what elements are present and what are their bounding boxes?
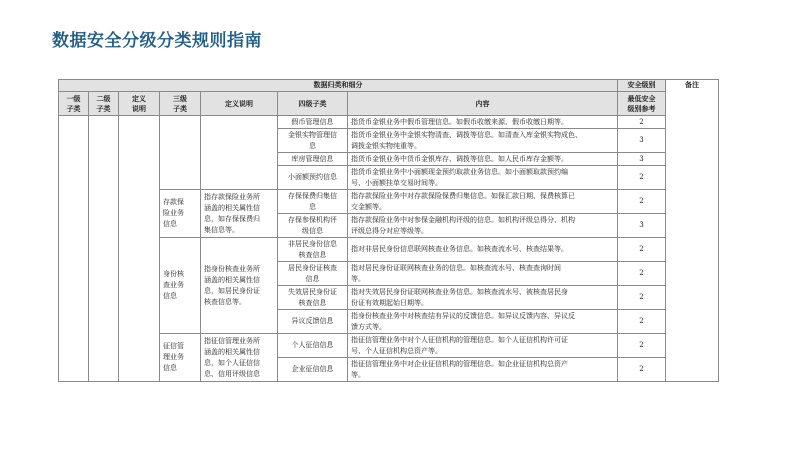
level-cell: 2	[618, 358, 666, 382]
level-cell: 2	[618, 116, 666, 129]
col-level1: 一级 子类	[59, 92, 89, 116]
cell-level2	[89, 116, 119, 382]
page-title: 数据安全分级分类规则指南	[52, 31, 262, 51]
content-cell: 指存款保险业务中对存款保险保费归集信息。如保汇款日期、保费核算已 交金额等。	[348, 190, 618, 214]
level-cell: 3	[618, 129, 666, 153]
header-remark: 备注	[666, 80, 719, 382]
cell-level1	[59, 116, 89, 382]
subclass-cell: 企业征信信息	[278, 358, 348, 382]
level-cell: 2	[618, 166, 666, 190]
group-name: 存款保 险业务 信息	[160, 190, 201, 238]
group-definition: 指身份核查业务所 涵盖的相关属性信 息，如居民身份证 核查信息等。	[201, 238, 278, 334]
level-cell: 2	[618, 262, 666, 286]
subclass-cell: 异议反馈信息	[278, 310, 348, 334]
cell-definition	[119, 116, 160, 382]
group-definition: 指征信管理业务所 涵盖的相关属性信 息，如个人征信信 息、信用评级信息	[201, 334, 278, 382]
subclass-cell: 失效居民身份证 核查信息	[278, 286, 348, 310]
table-column-header-row	[59, 92, 719, 116]
data-classification-table	[58, 79, 719, 382]
content-cell: 指货币金银业务中假币管理信息。如假币收缴来源、假币收缴日期等。	[348, 116, 618, 129]
content-cell: 指存款保险业务中对参保金融机构评级的信息。如机构评级总得分、机构 评级总得分对应等级等。	[348, 214, 618, 238]
content-cell: 指征信管理业务中对企业征信机构的管理信息。如企业征信机构总资产 等。	[348, 358, 618, 382]
group-name: 征信管 理业务 信息	[160, 334, 201, 382]
level-cell: 2	[618, 286, 666, 310]
content-cell: 指对失效居民身份证联网核查业务信息。如核查流水号、被核查居民身 份证有效期起始日期等。	[348, 286, 618, 310]
group-name	[160, 116, 201, 190]
level-cell: 3	[618, 214, 666, 238]
header-security-level: 安全级别	[618, 80, 666, 92]
level-cell: 3	[618, 153, 666, 166]
content-cell: 指征信管理业务中对个人征信机构的管理信息。如个人征信机构许可证 号、个人征信机构总资产等。	[348, 334, 618, 358]
col-level3: 三级 子类	[160, 92, 201, 116]
col-definition: 定义 说明	[119, 92, 160, 116]
header-category: 数据归类和细分	[59, 80, 618, 92]
col-definition-desc: 定义说明	[201, 92, 278, 116]
group-definition: 指存款保险业务所 涵盖的相关属性信 息，如存保保费归 集信息等。	[201, 190, 278, 238]
subclass-cell: 居民身份证核查 信息	[278, 262, 348, 286]
col-content: 内容	[348, 92, 618, 116]
col-min-level: 最低安全 级别参考	[618, 92, 666, 116]
content-cell: 指货币金银业务中小面额现金预约取款业务信息。如小面额取款预约编 号、小面额挂单交易时间等。	[348, 166, 618, 190]
content-cell: 指对居民身份证联网核查业务的信息。如核查流水号、核查查询时间 等。	[348, 262, 618, 286]
subclass-cell: 假币管理信息	[278, 116, 348, 129]
level-cell: 2	[618, 190, 666, 214]
subclass-cell: 存保保费归集信 息	[278, 190, 348, 214]
content-cell: 指对非居民身份信息联网核查业务信息。如核查流水号、核查结果等。	[348, 238, 618, 262]
content-cell: 指货币金银业务中货币金银库存、调拨等信息。如人民币库存金额等。	[348, 153, 618, 166]
subclass-cell: 库房管理信息	[278, 153, 348, 166]
level-cell: 2	[618, 310, 666, 334]
group-name: 身份核 查业务 信息	[160, 238, 201, 334]
subclass-cell: 存保参保机构评 级信息	[278, 214, 348, 238]
table-row	[59, 116, 719, 129]
subclass-cell: 个人征信信息	[278, 334, 348, 358]
group-definition	[201, 116, 278, 190]
subclass-cell: 非居民身份信息 核查信息	[278, 238, 348, 262]
table-top-header-row	[59, 80, 719, 92]
subclass-cell: 小面额预约信息	[278, 166, 348, 190]
level-cell: 2	[618, 238, 666, 262]
col-level2: 二级 子类	[89, 92, 119, 116]
subclass-cell: 金银实物管理信 息	[278, 129, 348, 153]
col-level4: 四级子类	[278, 92, 348, 116]
content-cell: 指身份核查业务中对核查结有异议的反馈信息。如异议反馈内容、异议反 馈方式等。	[348, 310, 618, 334]
level-cell: 2	[618, 334, 666, 358]
content-cell: 指货币金银业务中金银实物清查、调拨等信息。如清查入库金银实物成色、 调拨金银实物纯重等。	[348, 129, 618, 153]
